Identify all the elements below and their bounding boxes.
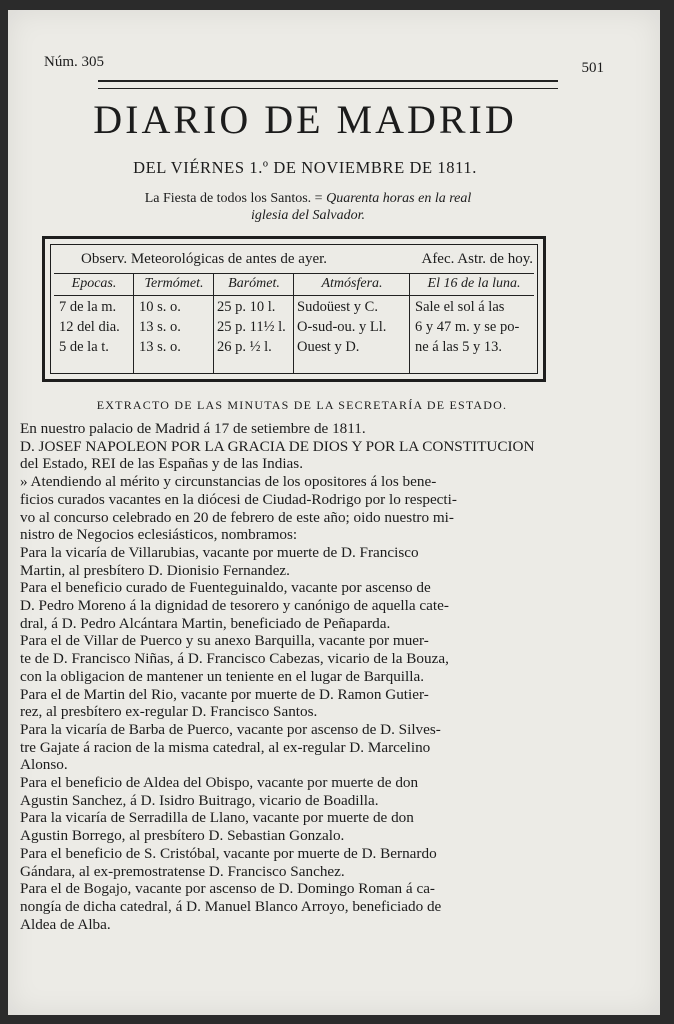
cell-termometro: 13 s. o. <box>139 319 181 335</box>
cell-epoca: 5 de la t. <box>59 339 109 355</box>
header-rule <box>98 80 558 89</box>
cell-epoca: 7 de la m. <box>59 299 117 315</box>
body-line: ficios curados vacantes en la diócesi de Ciudad-Rodrigo por lo respecti- <box>20 490 457 508</box>
feast-notice <box>68 190 548 224</box>
body-line: D. Pedro Moreno á la dignidad de tesorero y canónigo de aquella cate- <box>20 597 449 615</box>
meteo-caption-right: Afec. Astr. de hoy. <box>421 251 533 267</box>
feast-italic-1: Quarenta horas en la real <box>326 191 472 206</box>
cell-luna: 6 y 47 m. y se po- <box>415 319 520 335</box>
body-line: dral, á D. Pedro Alcántara Martin, beneficiado de Peñaparda. <box>20 614 391 632</box>
cell-barometro: 25 p. 10 l. <box>217 299 276 315</box>
cell-atmosfera: Ouest y D. <box>297 339 360 355</box>
table-rule <box>54 295 534 296</box>
body-line: Para el beneficio de S. Cristóbal, vacante por muerte de D. Bernardo <box>20 844 437 862</box>
body-line: Para el beneficio de Aldea del Obispo, vacante por muerte de don <box>20 774 419 792</box>
cell-epoca: 12 del dia. <box>59 319 120 335</box>
body-line: del Estado, REI de las Españas y de las Indias. <box>20 455 304 473</box>
issue-number: Núm. 305 <box>44 54 104 70</box>
body-line: con la obligacion de mantener un teniente en el lugar de Barquilla. <box>20 667 425 685</box>
cell-luna: Sale el sol á las <box>415 299 505 315</box>
cell-atmosfera: Sudoüest y C. <box>297 299 378 315</box>
body-line: nistro de Negocios eclesiásticos, nombramos: <box>20 526 298 544</box>
body-line: Agustin Borrego, al presbítero D. Sebastian Gonzalo. <box>20 827 345 845</box>
body-line: En nuestro palacio de Madrid á 17 de setiembre de 1811. <box>20 420 366 437</box>
body-line: Gándara, al ex-premostratense D. Francisco Sanchez. <box>20 862 345 880</box>
section-title: EXTRACTO DE LAS MINUTAS DE LA SECRETARÍA DE ESTADO. <box>96 398 508 412</box>
feast-plain: La Fiesta de todos los Santos. = <box>144 191 323 206</box>
body-line: Para la vicaría de Serradilla de Llano, vacante por muerte de don <box>20 809 414 827</box>
page-number: 501 <box>581 60 604 76</box>
cell-barometro: 26 p. ½ l. <box>217 339 272 355</box>
table-rule <box>54 273 534 274</box>
body-line: te de D. Francisco Niñas, á D. Francisco Cabezas, vicario de la Bouza, <box>20 650 449 668</box>
body-line: » Atendiendo al mérito y circunstancias de los opositores á los bene- <box>20 473 437 491</box>
page-header <box>44 54 604 74</box>
cell-termometro: 10 s. o. <box>139 299 181 315</box>
col-header-epocas: Epocas. <box>71 276 117 291</box>
body-line: Agustin Sanchez, á D. Isidro Buitrago, vicario de Boadilla. <box>20 791 379 809</box>
article-body <box>20 420 544 933</box>
body-line: Aldea de Alba. <box>20 915 111 933</box>
col-header-atmosfera: Atmósfera. <box>321 276 383 291</box>
cell-termometro: 13 s. o. <box>139 339 181 355</box>
body-line: nongía de dicha catedral, á D. Manuel Blanco Arroyo, beneficiado de <box>20 897 442 915</box>
body-line: D. JOSEF NAPOLEON POR LA GRACIA DE DIOS Y POR LA CONSTITUCION <box>20 437 535 455</box>
body-line: Para el de Martin del Rio, vacante por muerte de D. Ramon Gutier- <box>20 685 429 703</box>
body-line: Martin, al presbítero D. Dionisio Fernandez. <box>20 561 290 579</box>
masthead-title: DIARIO DE MADRID <box>93 97 517 142</box>
body-line: Para el de Bogajo, vacante por ascenso de D. Domingo Roman á ca- <box>20 880 435 898</box>
feast-italic-2: iglesia del Salvador. <box>251 208 365 223</box>
body-line: Para el de Villar de Puerco y su anexo Barquilla, vacante por muer- <box>20 632 429 650</box>
cell-atmosfera: O-sud-ou. y Ll. <box>297 319 387 335</box>
column-divider <box>293 273 294 373</box>
body-line: Para el beneficio curado de Fuenteguinaldo, vacante por ascenso de <box>20 579 431 597</box>
body-line: tre Gajate á racion de la misma catedral, al ex-regular D. Marcelino <box>20 738 431 756</box>
cell-barometro: 25 p. 11½ l. <box>217 319 286 335</box>
column-divider <box>133 273 134 373</box>
column-divider <box>409 273 410 373</box>
cell-luna: ne á las 5 y 13. <box>415 339 502 355</box>
col-header-luna: El 16 de la luna. <box>427 276 521 291</box>
dateline: DEL VIÉRNES 1.º DE NOVIEMBRE DE 1811. <box>133 158 477 177</box>
column-divider <box>213 273 214 373</box>
col-header-termometro: Termómet. <box>144 276 204 291</box>
col-header-barometro: Barómet. <box>228 276 280 291</box>
body-line: Para la vicaría de Barba de Puerco, vacante por ascenso de D. Silves- <box>20 720 441 738</box>
body-line: Alonso. <box>20 756 68 774</box>
meteorological-table <box>42 236 546 382</box>
body-line: vo al concurso celebrado en 20 de febrero de este año; oido nuestro mi- <box>20 508 454 526</box>
newspaper-page <box>8 10 660 1015</box>
body-line: rez, al presbítero ex-regular D. Francisco Santos. <box>20 703 318 721</box>
body-line: Para la vicaría de Villarubias, vacante por muerte de D. Francisco <box>20 543 419 561</box>
meteo-caption-left: Observ. Meteorológicas de antes de ayer. <box>81 251 328 267</box>
